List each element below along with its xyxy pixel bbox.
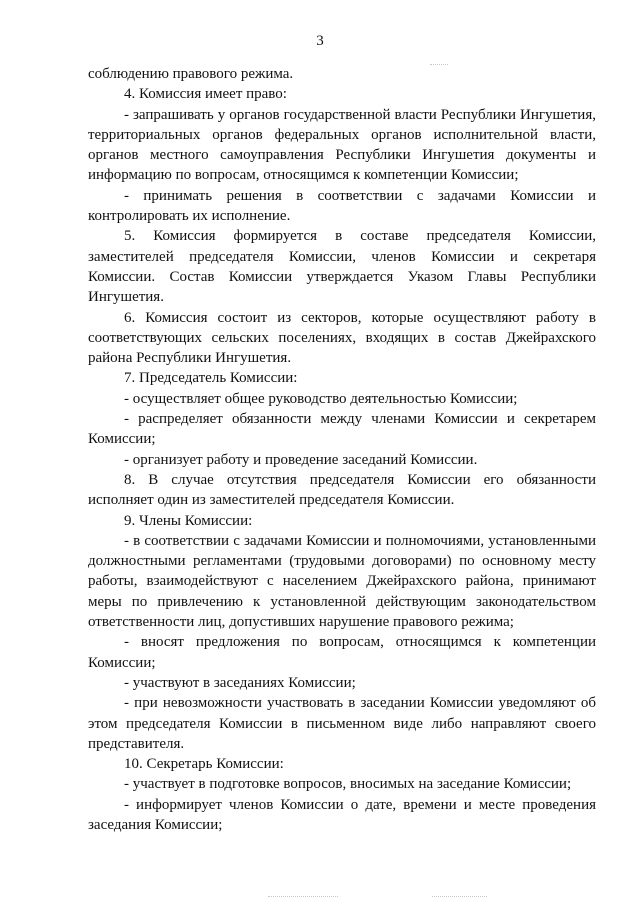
paragraph-item-4-1: - запрашивать у органов государственной власти Республики Ингушетия, территориальных органов федеральных органов исполнительной власти, органов местного самоуправления Республики Ингушетия документы и информацию по вопросам, относящимся к компетенции Комиссии; bbox=[88, 106, 596, 184]
paragraph-item-5: 5. Комиссия формируется в составе председателя Комиссии, заместителей председателя Комиссии, членов Комиссии и секретаря Комиссии. Состав Комиссии утверждается Указом Главы Республики Ингушетия. bbox=[88, 228, 596, 306]
paragraph-item-7-3: - организует работу и проведение заседаний Комиссии. bbox=[124, 451, 478, 468]
paragraph-item-10-2: - информирует членов Комиссии о дате, времени и месте проведения заседания Комиссии; bbox=[88, 796, 596, 833]
paragraph-item-10-1: - участвует в подготовке вопросов, вносимых на заседание Комиссии; bbox=[124, 776, 572, 793]
paragraph-item-6: 6. Комиссия состоит из секторов, которые осуществляют работу в соответствующих сельских поселениях, входящих в состав Джейрахского района Республики Ингушетия. bbox=[88, 309, 596, 367]
paragraph-item-8: 8. В случае отсутствия председателя Комиссии его обязанности исполняет один из заместителей председателя Комиссии. bbox=[88, 471, 596, 509]
paragraph-item-9-4: - при невозможности участвовать в заседании Комиссии уведомляют об этом председателя Комиссии в письменном виде либо направляют своего представителя. bbox=[88, 695, 596, 752]
paragraph-item-9-1: - в соответствии с задачами Комиссии и полномочиями, установленными должностными регламентами (трудовыми договорами) по основному месту работы, взаимодействуют с населением Джейрахского района, принимают меры по привлечению к установленной действующим законодательством ответственности лиц, допустивших нарушение правового режима; bbox=[88, 532, 596, 631]
paragraph-continuation: соблюдению правового режима. bbox=[88, 66, 294, 82]
paragraph-item-9-2: - вносят предложения по вопросам, относящимся к компетенции Комиссии; bbox=[88, 634, 596, 671]
paragraph-item-7: 7. Председатель Комиссии: bbox=[124, 370, 298, 387]
paragraph-item-4-2: - принимать решения в соответствии с задачами Комиссии и контролировать их исполнение. bbox=[88, 187, 596, 225]
scan-artifact bbox=[432, 896, 487, 898]
scan-artifact bbox=[268, 896, 338, 898]
document-body bbox=[88, 64, 596, 835]
paragraph-item-4: 4. Комиссия имеет право: bbox=[124, 86, 287, 103]
paragraph-item-9-3: - участвуют в заседаниях Комиссии; bbox=[124, 674, 356, 691]
paragraph-item-10: 10. Секретарь Комиссии: bbox=[124, 756, 284, 773]
paragraph-item-7-1: - осуществляет общее руководство деятельностью Комиссии; bbox=[124, 390, 518, 407]
page-number: 3 bbox=[316, 33, 324, 49]
paragraph-item-7-2: - распределяет обязанности между членами Комиссии и секретарем Комиссии; bbox=[88, 411, 596, 448]
paragraph-item-9: 9. Члены Комиссии: bbox=[124, 512, 253, 529]
